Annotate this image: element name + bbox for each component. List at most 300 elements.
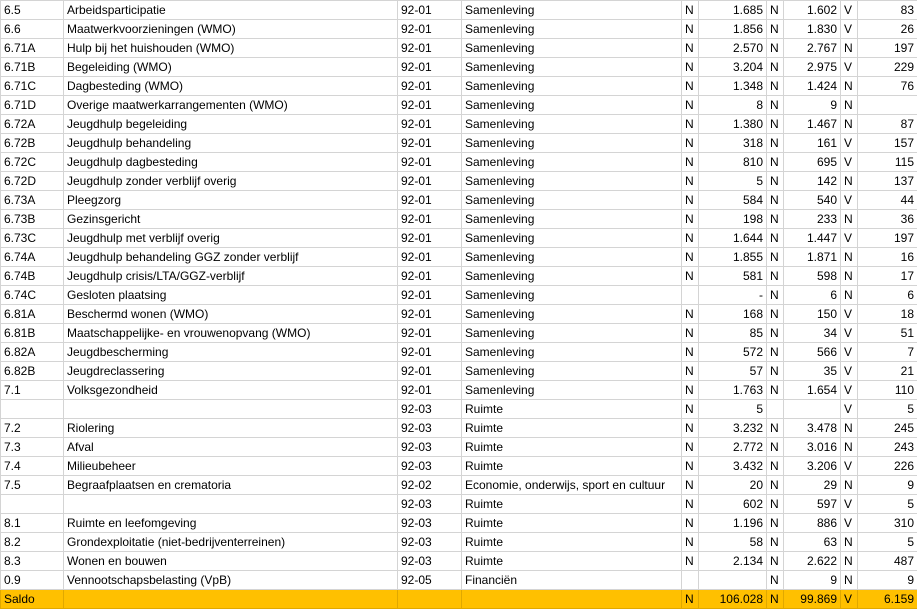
value-3-cell[interactable]: 9: [858, 571, 917, 590]
value-2-cell[interactable]: 540: [784, 191, 841, 210]
domain-cell[interactable]: Samenleving: [462, 305, 682, 324]
value-3-cell[interactable]: 36: [858, 210, 917, 229]
flag-1-cell[interactable]: N: [682, 58, 699, 77]
flag-3-cell[interactable]: N: [841, 172, 858, 191]
flag-1-cell[interactable]: [682, 571, 699, 590]
domain-cell[interactable]: Samenleving: [462, 381, 682, 400]
function-cell[interactable]: 92-01: [398, 362, 462, 381]
function-cell[interactable]: 92-03: [398, 514, 462, 533]
code-cell[interactable]: [1, 495, 64, 514]
name-cell[interactable]: Jeugdbescherming: [64, 343, 398, 362]
value-2-cell[interactable]: 6: [784, 286, 841, 305]
function-cell[interactable]: 92-01: [398, 96, 462, 115]
flag-1-cell[interactable]: N: [682, 305, 699, 324]
name-cell[interactable]: Jeugdhulp zonder verblijf overig: [64, 172, 398, 191]
name-cell[interactable]: Jeugdhulp behandeling GGZ zonder verblijf: [64, 248, 398, 267]
function-cell[interactable]: 92-02: [398, 476, 462, 495]
name-cell[interactable]: Milieubeheer: [64, 457, 398, 476]
value-1-cell[interactable]: 198: [699, 210, 767, 229]
flag-1-cell[interactable]: N: [682, 39, 699, 58]
code-cell[interactable]: 8.3: [1, 552, 64, 571]
flag-2-cell[interactable]: N: [767, 1, 784, 20]
value-1-cell[interactable]: 3.204: [699, 58, 767, 77]
value-2-cell[interactable]: 2.975: [784, 58, 841, 77]
function-cell[interactable]: 92-03: [398, 400, 462, 419]
flag-1-cell[interactable]: [682, 286, 699, 305]
flag-2-cell[interactable]: N: [767, 96, 784, 115]
domain-cell[interactable]: Samenleving: [462, 191, 682, 210]
name-cell[interactable]: Ruimte en leefomgeving: [64, 514, 398, 533]
flag-2-cell[interactable]: N: [767, 172, 784, 191]
value-1-cell[interactable]: 602: [699, 495, 767, 514]
flag-3-cell[interactable]: N: [841, 115, 858, 134]
value-1-cell[interactable]: 318: [699, 134, 767, 153]
flag-1-cell[interactable]: N: [682, 343, 699, 362]
flag-2-cell[interactable]: N: [767, 134, 784, 153]
value-2-cell[interactable]: 3.478: [784, 419, 841, 438]
value-2-cell[interactable]: 1.602: [784, 1, 841, 20]
value-3-cell[interactable]: 9: [858, 476, 917, 495]
flag-1-cell[interactable]: N: [682, 514, 699, 533]
value-3-cell[interactable]: 245: [858, 419, 917, 438]
function-cell[interactable]: 92-01: [398, 324, 462, 343]
domain-cell[interactable]: Samenleving: [462, 362, 682, 381]
name-cell[interactable]: [64, 495, 398, 514]
flag-3-cell[interactable]: V: [841, 324, 858, 343]
flag-3-cell[interactable]: N: [841, 267, 858, 286]
flag-1-cell[interactable]: N: [682, 419, 699, 438]
function-cell[interactable]: 92-01: [398, 58, 462, 77]
code-cell[interactable]: 6.71C: [1, 77, 64, 96]
flag-1-cell[interactable]: N: [682, 362, 699, 381]
code-cell[interactable]: 6.72D: [1, 172, 64, 191]
domain-cell[interactable]: Ruimte: [462, 419, 682, 438]
value-1-cell[interactable]: 1.644: [699, 229, 767, 248]
flag-1-cell[interactable]: N: [682, 533, 699, 552]
domain-cell[interactable]: Economie, onderwijs, sport en cultuur: [462, 476, 682, 495]
function-cell[interactable]: 92-03: [398, 438, 462, 457]
function-cell[interactable]: 92-01: [398, 286, 462, 305]
value-3-cell[interactable]: 157: [858, 134, 917, 153]
flag-2-cell[interactable]: N: [767, 267, 784, 286]
saldo-flag-3[interactable]: V: [841, 590, 858, 609]
flag-2-cell[interactable]: N: [767, 343, 784, 362]
flag-3-cell[interactable]: V: [841, 514, 858, 533]
domain-cell[interactable]: Samenleving: [462, 58, 682, 77]
value-3-cell[interactable]: 16: [858, 248, 917, 267]
value-2-cell[interactable]: 886: [784, 514, 841, 533]
flag-2-cell[interactable]: N: [767, 229, 784, 248]
name-cell[interactable]: Volksgezondheid: [64, 381, 398, 400]
value-1-cell[interactable]: 810: [699, 153, 767, 172]
domain-cell[interactable]: Samenleving: [462, 115, 682, 134]
flag-1-cell[interactable]: N: [682, 191, 699, 210]
value-3-cell[interactable]: 5: [858, 400, 917, 419]
flag-1-cell[interactable]: N: [682, 77, 699, 96]
value-1-cell[interactable]: 2.134: [699, 552, 767, 571]
name-cell[interactable]: Maatwerkvoorzieningen (WMO): [64, 20, 398, 39]
value-1-cell[interactable]: 85: [699, 324, 767, 343]
name-cell[interactable]: Jeugdreclassering: [64, 362, 398, 381]
function-cell[interactable]: 92-03: [398, 419, 462, 438]
code-cell[interactable]: 6.72C: [1, 153, 64, 172]
name-cell[interactable]: Wonen en bouwen: [64, 552, 398, 571]
flag-3-cell[interactable]: N: [841, 533, 858, 552]
name-cell[interactable]: Vennootschapsbelasting (VpB): [64, 571, 398, 590]
function-cell[interactable]: 92-01: [398, 381, 462, 400]
value-1-cell[interactable]: 1.763: [699, 381, 767, 400]
flag-2-cell[interactable]: N: [767, 210, 784, 229]
flag-3-cell[interactable]: N: [841, 419, 858, 438]
name-cell[interactable]: Arbeidsparticipatie: [64, 1, 398, 20]
function-cell[interactable]: 92-01: [398, 343, 462, 362]
value-2-cell[interactable]: 1.447: [784, 229, 841, 248]
code-cell[interactable]: 7.1: [1, 381, 64, 400]
flag-3-cell[interactable]: V: [841, 134, 858, 153]
flag-2-cell[interactable]: N: [767, 514, 784, 533]
function-cell[interactable]: 92-01: [398, 191, 462, 210]
value-2-cell[interactable]: 1.830: [784, 20, 841, 39]
domain-cell[interactable]: Samenleving: [462, 96, 682, 115]
code-cell[interactable]: 6.73B: [1, 210, 64, 229]
domain-cell[interactable]: Samenleving: [462, 248, 682, 267]
function-cell[interactable]: 92-03: [398, 533, 462, 552]
value-1-cell[interactable]: [699, 571, 767, 590]
name-cell[interactable]: Jeugdhulp met verblijf overig: [64, 229, 398, 248]
name-cell[interactable]: Gezinsgericht: [64, 210, 398, 229]
function-cell[interactable]: 92-01: [398, 20, 462, 39]
function-cell[interactable]: 92-01: [398, 210, 462, 229]
value-1-cell[interactable]: 2.772: [699, 438, 767, 457]
value-3-cell[interactable]: 26: [858, 20, 917, 39]
value-2-cell[interactable]: 1.871: [784, 248, 841, 267]
value-3-cell[interactable]: 5: [858, 533, 917, 552]
flag-2-cell[interactable]: N: [767, 362, 784, 381]
cell[interactable]: [398, 590, 462, 609]
domain-cell[interactable]: Ruimte: [462, 533, 682, 552]
value-2-cell[interactable]: 9: [784, 571, 841, 590]
flag-2-cell[interactable]: N: [767, 39, 784, 58]
code-cell[interactable]: 6.73C: [1, 229, 64, 248]
value-2-cell[interactable]: 1.467: [784, 115, 841, 134]
name-cell[interactable]: Dagbesteding (WMO): [64, 77, 398, 96]
saldo-flag-2[interactable]: N: [767, 590, 784, 609]
code-cell[interactable]: 6.72B: [1, 134, 64, 153]
name-cell[interactable]: Afval: [64, 438, 398, 457]
flag-1-cell[interactable]: N: [682, 248, 699, 267]
flag-3-cell[interactable]: V: [841, 362, 858, 381]
value-2-cell[interactable]: 9: [784, 96, 841, 115]
flag-2-cell[interactable]: N: [767, 476, 784, 495]
domain-cell[interactable]: Samenleving: [462, 134, 682, 153]
flag-1-cell[interactable]: N: [682, 115, 699, 134]
name-cell[interactable]: Jeugdhulp crisis/LTA/GGZ-verblijf: [64, 267, 398, 286]
flag-3-cell[interactable]: V: [841, 58, 858, 77]
domain-cell[interactable]: Samenleving: [462, 210, 682, 229]
domain-cell[interactable]: Samenleving: [462, 343, 682, 362]
name-cell[interactable]: Begeleiding (WMO): [64, 58, 398, 77]
code-cell[interactable]: 7.3: [1, 438, 64, 457]
code-cell[interactable]: 6.71D: [1, 96, 64, 115]
value-1-cell[interactable]: 581: [699, 267, 767, 286]
value-3-cell[interactable]: 229: [858, 58, 917, 77]
flag-3-cell[interactable]: N: [841, 571, 858, 590]
domain-cell[interactable]: Samenleving: [462, 20, 682, 39]
value-3-cell[interactable]: 18: [858, 305, 917, 324]
flag-1-cell[interactable]: N: [682, 476, 699, 495]
value-2-cell[interactable]: 35: [784, 362, 841, 381]
flag-3-cell[interactable]: N: [841, 286, 858, 305]
code-cell[interactable]: 6.73A: [1, 191, 64, 210]
flag-3-cell[interactable]: N: [841, 552, 858, 571]
value-1-cell[interactable]: 1.856: [699, 20, 767, 39]
flag-3-cell[interactable]: N: [841, 476, 858, 495]
name-cell[interactable]: Hulp bij het huishouden (WMO): [64, 39, 398, 58]
code-cell[interactable]: 6.71A: [1, 39, 64, 58]
function-cell[interactable]: 92-01: [398, 267, 462, 286]
flag-1-cell[interactable]: N: [682, 229, 699, 248]
name-cell[interactable]: Riolering: [64, 419, 398, 438]
domain-cell[interactable]: Financiën: [462, 571, 682, 590]
value-2-cell[interactable]: 695: [784, 153, 841, 172]
function-cell[interactable]: 92-01: [398, 115, 462, 134]
code-cell[interactable]: 6.6: [1, 20, 64, 39]
code-cell[interactable]: 7.5: [1, 476, 64, 495]
name-cell[interactable]: [64, 400, 398, 419]
value-1-cell[interactable]: 572: [699, 343, 767, 362]
domain-cell[interactable]: Ruimte: [462, 457, 682, 476]
flag-3-cell[interactable]: N: [841, 96, 858, 115]
flag-1-cell[interactable]: N: [682, 381, 699, 400]
function-cell[interactable]: 92-01: [398, 1, 462, 20]
value-1-cell[interactable]: -: [699, 286, 767, 305]
flag-3-cell[interactable]: V: [841, 191, 858, 210]
value-3-cell[interactable]: 83: [858, 1, 917, 20]
value-3-cell[interactable]: 243: [858, 438, 917, 457]
value-1-cell[interactable]: 3.232: [699, 419, 767, 438]
flag-2-cell[interactable]: N: [767, 419, 784, 438]
value-3-cell[interactable]: 5: [858, 495, 917, 514]
domain-cell[interactable]: Ruimte: [462, 552, 682, 571]
function-cell[interactable]: 92-01: [398, 77, 462, 96]
value-2-cell[interactable]: 1.654: [784, 381, 841, 400]
flag-3-cell[interactable]: N: [841, 77, 858, 96]
flag-1-cell[interactable]: N: [682, 324, 699, 343]
value-1-cell[interactable]: 8: [699, 96, 767, 115]
flag-1-cell[interactable]: N: [682, 210, 699, 229]
code-cell[interactable]: 7.4: [1, 457, 64, 476]
flag-2-cell[interactable]: N: [767, 77, 784, 96]
value-1-cell[interactable]: 57: [699, 362, 767, 381]
domain-cell[interactable]: Ruimte: [462, 400, 682, 419]
code-cell[interactable]: 6.81A: [1, 305, 64, 324]
flag-3-cell[interactable]: V: [841, 153, 858, 172]
code-cell[interactable]: 6.72A: [1, 115, 64, 134]
value-3-cell[interactable]: 17: [858, 267, 917, 286]
name-cell[interactable]: Grondexploitatie (niet-bedrijventerreinen): [64, 533, 398, 552]
code-cell[interactable]: 6.81B: [1, 324, 64, 343]
domain-cell[interactable]: Ruimte: [462, 438, 682, 457]
flag-3-cell[interactable]: N: [841, 210, 858, 229]
flag-2-cell[interactable]: N: [767, 20, 784, 39]
flag-3-cell[interactable]: N: [841, 438, 858, 457]
code-cell[interactable]: 8.1: [1, 514, 64, 533]
saldo-label[interactable]: Saldo: [1, 590, 64, 609]
code-cell[interactable]: 6.82B: [1, 362, 64, 381]
code-cell[interactable]: 6.82A: [1, 343, 64, 362]
name-cell[interactable]: Beschermd wonen (WMO): [64, 305, 398, 324]
value-1-cell[interactable]: 1.685: [699, 1, 767, 20]
saldo-value-3[interactable]: 6.159: [858, 590, 917, 609]
value-2-cell[interactable]: 142: [784, 172, 841, 191]
value-3-cell[interactable]: 44: [858, 191, 917, 210]
value-2-cell[interactable]: 34: [784, 324, 841, 343]
value-1-cell[interactable]: 1.348: [699, 77, 767, 96]
value-3-cell[interactable]: 137: [858, 172, 917, 191]
value-2-cell[interactable]: 566: [784, 343, 841, 362]
function-cell[interactable]: 92-03: [398, 552, 462, 571]
domain-cell[interactable]: Samenleving: [462, 39, 682, 58]
value-3-cell[interactable]: 87: [858, 115, 917, 134]
domain-cell[interactable]: Samenleving: [462, 286, 682, 305]
value-1-cell[interactable]: 3.432: [699, 457, 767, 476]
value-3-cell[interactable]: 51: [858, 324, 917, 343]
domain-cell[interactable]: Samenleving: [462, 324, 682, 343]
value-3-cell[interactable]: 226: [858, 457, 917, 476]
value-2-cell[interactable]: 161: [784, 134, 841, 153]
name-cell[interactable]: Pleegzorg: [64, 191, 398, 210]
flag-1-cell[interactable]: N: [682, 457, 699, 476]
flag-3-cell[interactable]: N: [841, 248, 858, 267]
domain-cell[interactable]: Samenleving: [462, 172, 682, 191]
value-2-cell[interactable]: 3.016: [784, 438, 841, 457]
flag-2-cell[interactable]: [767, 400, 784, 419]
name-cell[interactable]: Gesloten plaatsing: [64, 286, 398, 305]
flag-2-cell[interactable]: N: [767, 305, 784, 324]
flag-1-cell[interactable]: N: [682, 153, 699, 172]
value-2-cell[interactable]: 29: [784, 476, 841, 495]
flag-1-cell[interactable]: N: [682, 1, 699, 20]
value-1-cell[interactable]: 168: [699, 305, 767, 324]
value-1-cell[interactable]: 1.855: [699, 248, 767, 267]
code-cell[interactable]: 6.74A: [1, 248, 64, 267]
name-cell[interactable]: Maatschappelijke- en vrouwenopvang (WMO): [64, 324, 398, 343]
function-cell[interactable]: 92-01: [398, 153, 462, 172]
value-2-cell[interactable]: 3.206: [784, 457, 841, 476]
value-2-cell[interactable]: 598: [784, 267, 841, 286]
flag-2-cell[interactable]: N: [767, 381, 784, 400]
value-3-cell[interactable]: 110: [858, 381, 917, 400]
domain-cell[interactable]: Samenleving: [462, 77, 682, 96]
flag-2-cell[interactable]: N: [767, 115, 784, 134]
flag-3-cell[interactable]: V: [841, 343, 858, 362]
name-cell[interactable]: Jeugdhulp begeleiding: [64, 115, 398, 134]
function-cell[interactable]: 92-03: [398, 495, 462, 514]
code-cell[interactable]: 6.74C: [1, 286, 64, 305]
value-1-cell[interactable]: 1.380: [699, 115, 767, 134]
name-cell[interactable]: Overige maatwerkarrangementen (WMO): [64, 96, 398, 115]
flag-3-cell[interactable]: V: [841, 400, 858, 419]
value-3-cell[interactable]: 7: [858, 343, 917, 362]
flag-2-cell[interactable]: N: [767, 552, 784, 571]
flag-2-cell[interactable]: N: [767, 324, 784, 343]
value-2-cell[interactable]: 63: [784, 533, 841, 552]
flag-2-cell[interactable]: N: [767, 571, 784, 590]
code-cell[interactable]: 6.71B: [1, 58, 64, 77]
value-3-cell[interactable]: 115: [858, 153, 917, 172]
function-cell[interactable]: 92-01: [398, 172, 462, 191]
value-3-cell[interactable]: 6: [858, 286, 917, 305]
domain-cell[interactable]: Samenleving: [462, 153, 682, 172]
domain-cell[interactable]: Samenleving: [462, 1, 682, 20]
value-3-cell[interactable]: [858, 96, 917, 115]
flag-1-cell[interactable]: N: [682, 20, 699, 39]
flag-3-cell[interactable]: V: [841, 305, 858, 324]
saldo-value-2[interactable]: 99.869: [784, 590, 841, 609]
flag-3-cell[interactable]: V: [841, 457, 858, 476]
function-cell[interactable]: 92-01: [398, 229, 462, 248]
flag-1-cell[interactable]: N: [682, 267, 699, 286]
function-cell[interactable]: 92-05: [398, 571, 462, 590]
code-cell[interactable]: 7.2: [1, 419, 64, 438]
saldo-value-1[interactable]: 106.028: [699, 590, 767, 609]
value-1-cell[interactable]: 20: [699, 476, 767, 495]
domain-cell[interactable]: Ruimte: [462, 495, 682, 514]
value-3-cell[interactable]: 487: [858, 552, 917, 571]
function-cell[interactable]: 92-01: [398, 248, 462, 267]
code-cell[interactable]: 6.74B: [1, 267, 64, 286]
domain-cell[interactable]: Ruimte: [462, 514, 682, 533]
flag-1-cell[interactable]: N: [682, 172, 699, 191]
flag-2-cell[interactable]: N: [767, 153, 784, 172]
value-1-cell[interactable]: 5: [699, 400, 767, 419]
flag-3-cell[interactable]: V: [841, 1, 858, 20]
flag-1-cell[interactable]: N: [682, 96, 699, 115]
function-cell[interactable]: 92-01: [398, 134, 462, 153]
cell[interactable]: [462, 590, 682, 609]
value-3-cell[interactable]: 310: [858, 514, 917, 533]
code-cell[interactable]: 0.9: [1, 571, 64, 590]
value-1-cell[interactable]: 584: [699, 191, 767, 210]
flag-1-cell[interactable]: N: [682, 495, 699, 514]
flag-1-cell[interactable]: N: [682, 438, 699, 457]
value-1-cell[interactable]: 58: [699, 533, 767, 552]
value-3-cell[interactable]: 76: [858, 77, 917, 96]
flag-2-cell[interactable]: N: [767, 58, 784, 77]
flag-2-cell[interactable]: N: [767, 495, 784, 514]
domain-cell[interactable]: Samenleving: [462, 229, 682, 248]
value-3-cell[interactable]: 197: [858, 229, 917, 248]
value-2-cell[interactable]: 233: [784, 210, 841, 229]
flag-3-cell[interactable]: N: [841, 39, 858, 58]
code-cell[interactable]: 8.2: [1, 533, 64, 552]
value-1-cell[interactable]: 5: [699, 172, 767, 191]
code-cell[interactable]: 6.5: [1, 1, 64, 20]
flag-3-cell[interactable]: V: [841, 495, 858, 514]
name-cell[interactable]: Jeugdhulp behandeling: [64, 134, 398, 153]
value-1-cell[interactable]: 1.196: [699, 514, 767, 533]
cell[interactable]: [64, 590, 398, 609]
flag-1-cell[interactable]: N: [682, 400, 699, 419]
flag-3-cell[interactable]: V: [841, 381, 858, 400]
flag-1-cell[interactable]: N: [682, 134, 699, 153]
flag-1-cell[interactable]: N: [682, 552, 699, 571]
code-cell[interactable]: [1, 400, 64, 419]
saldo-flag-1[interactable]: N: [682, 590, 699, 609]
function-cell[interactable]: 92-01: [398, 305, 462, 324]
flag-2-cell[interactable]: N: [767, 286, 784, 305]
value-2-cell[interactable]: [784, 400, 841, 419]
